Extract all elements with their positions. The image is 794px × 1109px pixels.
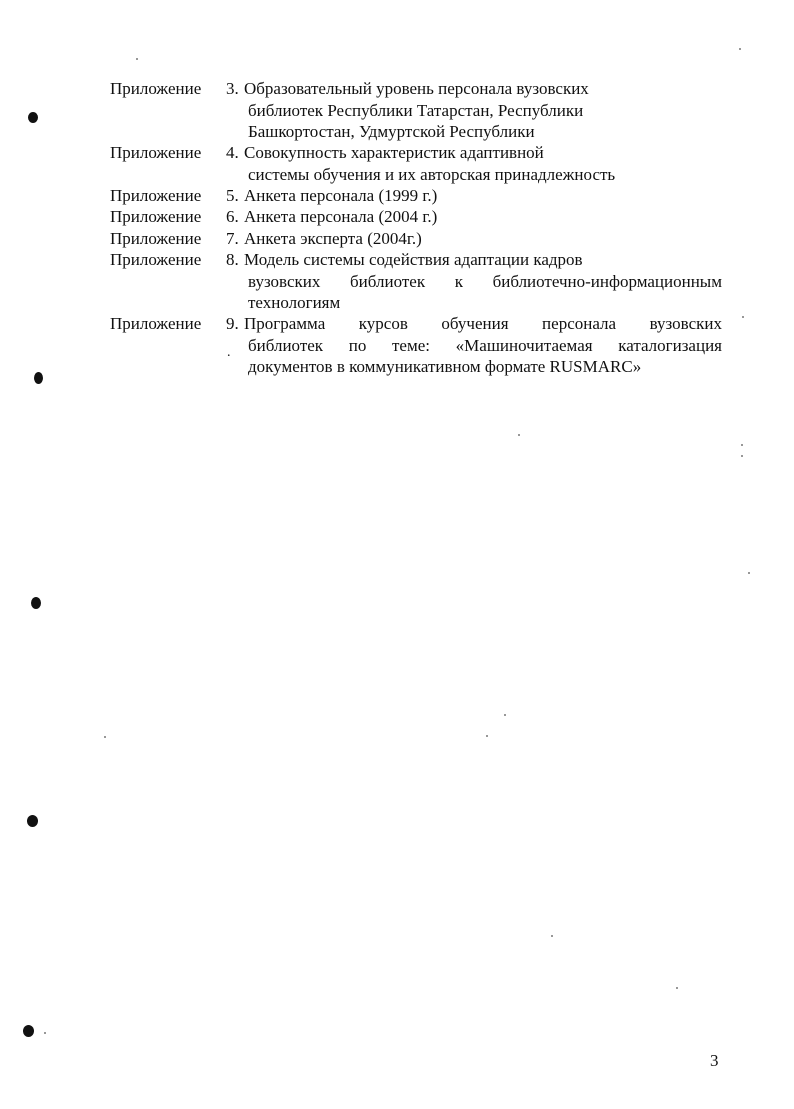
- appendix-title-line: Анкета персонала (1999 г.): [244, 186, 438, 205]
- appendix-title-line: библиотек по теме: «Машиночитаемая каталогизация: [248, 335, 722, 355]
- scan-speck: [136, 58, 138, 60]
- appendix-entry-8: [110, 249, 722, 314]
- scan-speck: [486, 735, 488, 737]
- appendix-title-line: Образовательный уровень персонала вузовских: [244, 79, 589, 98]
- scan-speck: [742, 316, 744, 318]
- appendix-title-line: Башкортостан, Удмуртской Республики: [248, 122, 535, 141]
- scan-blot: [28, 112, 38, 123]
- appendix-title: [244, 185, 722, 207]
- appendix-title-line: вузовских библиотек к библиотечно-информационным: [248, 271, 722, 291]
- stray-mark: .: [227, 345, 231, 360]
- appendix-title: [244, 228, 722, 250]
- scan-speck: [518, 434, 520, 436]
- appendix-title-line: документов в коммуникативном формате RUSMARC»: [248, 357, 642, 376]
- scan-blot: [27, 815, 38, 827]
- appendix-entry-7: [110, 228, 722, 250]
- scan-blot: [23, 1025, 34, 1037]
- appendix-title-line: Анкета эксперта (2004г.): [244, 229, 422, 248]
- scan-speck: [741, 455, 743, 457]
- appendix-title-line: Совокупность характеристик адаптивной: [244, 143, 544, 162]
- appendix-label: Приложение: [110, 229, 202, 248]
- appendix-entry-4: [110, 142, 722, 185]
- appendix-number: 8.: [226, 250, 239, 269]
- scan-speck: [741, 444, 743, 446]
- appendix-number: 7.: [226, 229, 239, 248]
- appendix-title: [244, 206, 722, 228]
- appendix-number: 5.: [226, 186, 239, 205]
- appendix-entry-3: [110, 78, 722, 143]
- appendix-title: [244, 142, 722, 185]
- appendix-label: Приложение: [110, 79, 202, 98]
- appendix-entry-9: [110, 313, 722, 378]
- scan-speck: [44, 1032, 46, 1034]
- appendix-number: 3.: [226, 79, 239, 98]
- scan-blot: [31, 597, 41, 609]
- page-number: 3: [710, 1051, 719, 1070]
- appendix-title-line: Программа курсов обучения персонала вузовских: [244, 314, 722, 333]
- scan-speck: [748, 572, 750, 574]
- appendix-label: Приложение: [110, 143, 202, 162]
- appendix-title-line: библиотек Республики Татарстан, Республики: [248, 100, 584, 120]
- appendix-label: Приложение: [110, 207, 202, 226]
- appendix-title-line: Модель системы содействия адаптации кадров: [244, 250, 583, 269]
- appendix-number: 6.: [226, 207, 239, 226]
- scan-speck: [104, 736, 106, 738]
- appendix-title: [244, 313, 722, 378]
- appendix-label: Приложение: [110, 250, 202, 269]
- appendix-title: [244, 249, 722, 314]
- appendix-label: Приложение: [110, 314, 202, 333]
- appendix-title: [244, 78, 722, 143]
- appendix-number: 9.: [226, 314, 239, 333]
- scan-speck: [739, 48, 741, 50]
- scan-blot: [34, 372, 43, 384]
- scan-speck: [676, 987, 678, 989]
- appendix-label: Приложение: [110, 186, 202, 205]
- appendix-entry-6: [110, 206, 722, 228]
- appendix-title-line: технологиям: [248, 293, 341, 312]
- scan-speck: [504, 714, 506, 716]
- appendix-title-line: Анкета персонала (2004 г.): [244, 207, 438, 226]
- appendix-number: 4.: [226, 143, 239, 162]
- appendix-entry-5: [110, 185, 722, 207]
- scan-speck: [551, 935, 553, 937]
- appendix-title-line: системы обучения и их авторская принадлежность: [248, 164, 616, 184]
